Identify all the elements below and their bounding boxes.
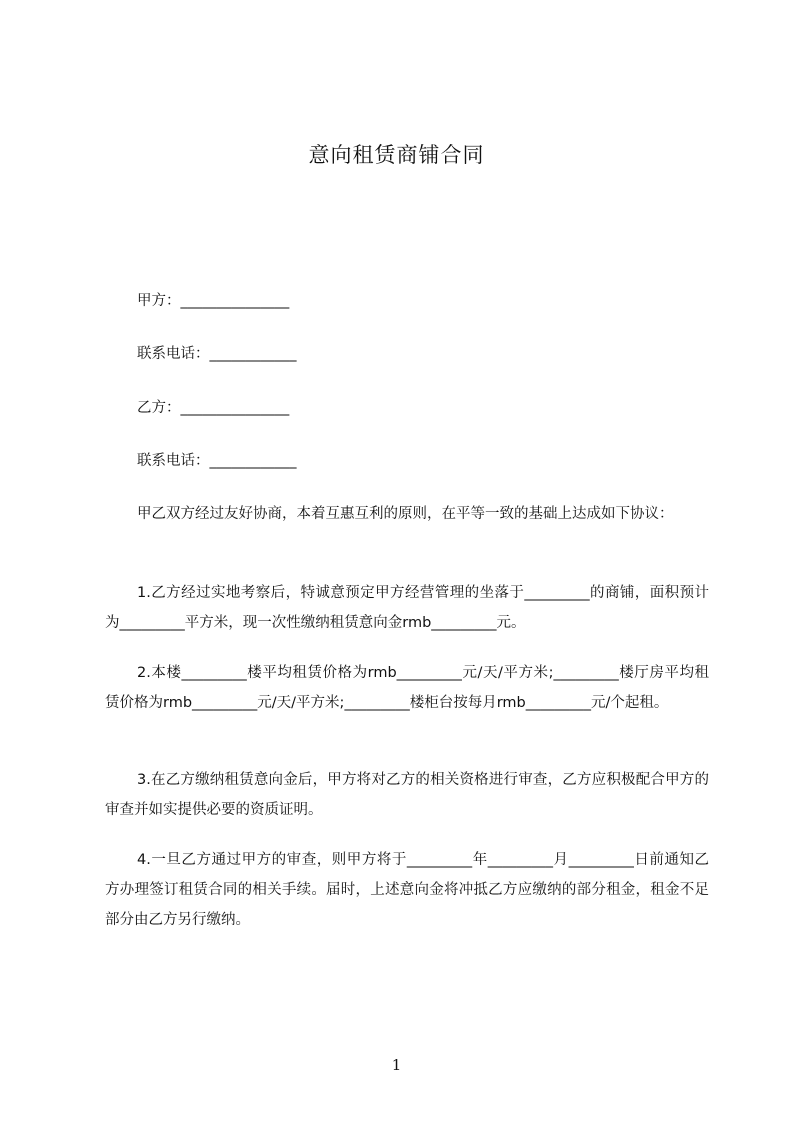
clause-4-paragraph: 4.一旦乙方通过甲方的审查，则甲方将于_________年_________月_________日前通知乙方办理签订租赁合同的相关手续。届时，上述意向金将冲抵乙方应缴纳的部分租金，租金不足部分由乙方另行缴纳。 [105,852,709,928]
clause-3-paragraph: 3.在乙方缴纳租赁意向金后，甲方将对乙方的相关资格进行审查，乙方应积极配合甲方的审查并如实提供必要的资质证明。 [105,772,709,818]
document-title: 意向租赁商铺合同 [308,143,485,167]
party-a-field: 甲方：_______________ [137,293,290,309]
party-b-field: 乙方：_______________ [137,400,290,416]
intro-paragraph: 甲乙双方经过友好协商，本着互惠互利的原则，在平等一致的基础上达成如下协议： [137,506,674,522]
party-a-phone-field: 联系电话：____________ [137,346,297,362]
clause-2-paragraph: 2.本楼_________楼平均租赁价格为rmb_________元/天/平方米;_________楼厅房平均租赁价格为rmb_________元/天/平方米;_________楼柜台按每月rmb_________元/个起租。 [105,665,709,711]
party-b-phone-field: 联系电话：____________ [137,453,297,469]
page-number: 1 [391,1056,402,1074]
clause-1-paragraph: 1.乙方经过实地考察后，特诚意预定甲方经营管理的坐落于_________的商铺，面积预计为_________平方米，现一次性缴纳租赁意向金rmb_________元。 [105,585,709,631]
